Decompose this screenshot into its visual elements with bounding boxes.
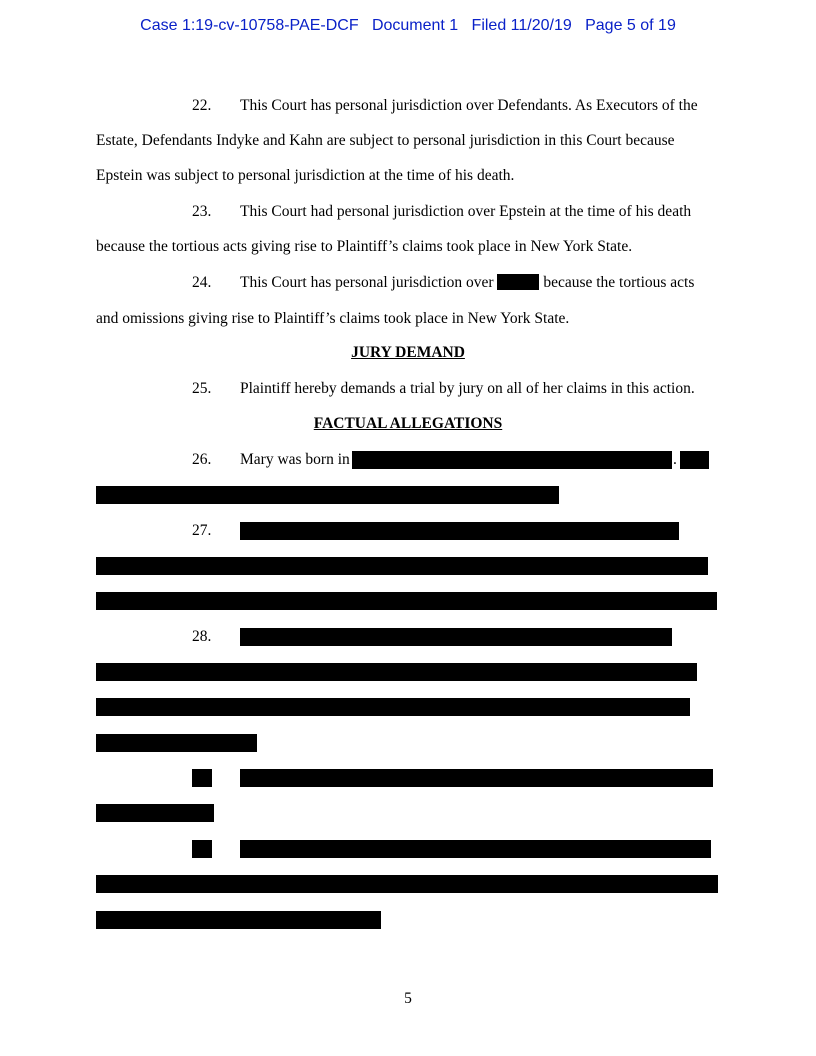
- redaction-block: [240, 628, 672, 646]
- paragraph-23-line-1: This Court had personal jurisdiction over Epstein at the time of his death: [240, 203, 692, 220]
- paragraph-number-26: 26.: [192, 451, 212, 468]
- paragraph-22-line-3: Epstein was subject to personal jurisdiction at the time of his death.: [96, 167, 515, 184]
- redaction-block: [96, 592, 717, 610]
- page-indicator: Page 5 of 19: [585, 17, 676, 34]
- page-number: 5: [404, 990, 412, 1007]
- paragraph-number-24: 24.: [192, 274, 212, 291]
- redaction-block: [680, 451, 709, 469]
- paragraph-24-text-b: because the tortious acts: [543, 274, 695, 291]
- paragraph-25-line-1: Plaintiff hereby demands a trial by jury on all of her claims in this action.: [240, 380, 695, 397]
- redaction-block: [96, 663, 697, 681]
- redaction-block: [240, 522, 679, 540]
- paragraph-number-25: 25.: [192, 380, 212, 397]
- redacted-paragraph-number: [192, 769, 212, 787]
- paragraph-24-text-a: This Court has personal jurisdiction over: [240, 274, 494, 291]
- paragraph-number-22: 22.: [192, 97, 212, 114]
- redaction-block: [96, 734, 257, 752]
- paragraph-number-23: 23.: [192, 203, 212, 220]
- paragraph-22-line-2: Estate, Defendants Indyke and Kahn are subject to personal jurisdiction in this Court because: [96, 132, 675, 149]
- case-header: [0, 17, 816, 35]
- paragraph-26-line-1: Mary was born in: [240, 451, 350, 468]
- redaction-block: [352, 451, 672, 469]
- paragraph-23-line-2: because the tortious acts giving rise to Plaintiff’s claims took place in New York State.: [96, 238, 633, 255]
- document-number: Document 1: [371, 17, 459, 34]
- redaction-block: [240, 840, 711, 858]
- paragraph-number-27: 27.: [192, 522, 212, 539]
- redaction-block: [96, 486, 559, 504]
- filed-date: Filed 11/20/19: [471, 17, 572, 34]
- paragraph-number-28: 28.: [192, 628, 212, 645]
- case-number: Case 1:19-cv-10758-PAE-DCF: [140, 17, 359, 34]
- section-heading-factual-allegations: FACTUAL ALLEGATIONS: [313, 415, 503, 432]
- redaction-block: [240, 769, 713, 787]
- redaction-block: [96, 698, 690, 716]
- redaction-block: [96, 875, 718, 893]
- paragraph-26-period: .: [673, 451, 677, 468]
- redaction-block: [96, 804, 214, 822]
- redacted-paragraph-number: [192, 840, 212, 858]
- section-heading-jury-demand: JURY DEMAND: [351, 344, 465, 361]
- paragraph-24-line-2: and omissions giving rise to Plaintiff’s claims took place in New York State.: [96, 310, 570, 327]
- redaction-block: [497, 274, 539, 290]
- redaction-block: [96, 911, 381, 929]
- paragraph-24-line-1: [240, 273, 694, 293]
- paragraph-22-line-1: This Court has personal jurisdiction over Defendants. As Executors of the: [240, 97, 698, 114]
- redaction-block: [96, 557, 708, 575]
